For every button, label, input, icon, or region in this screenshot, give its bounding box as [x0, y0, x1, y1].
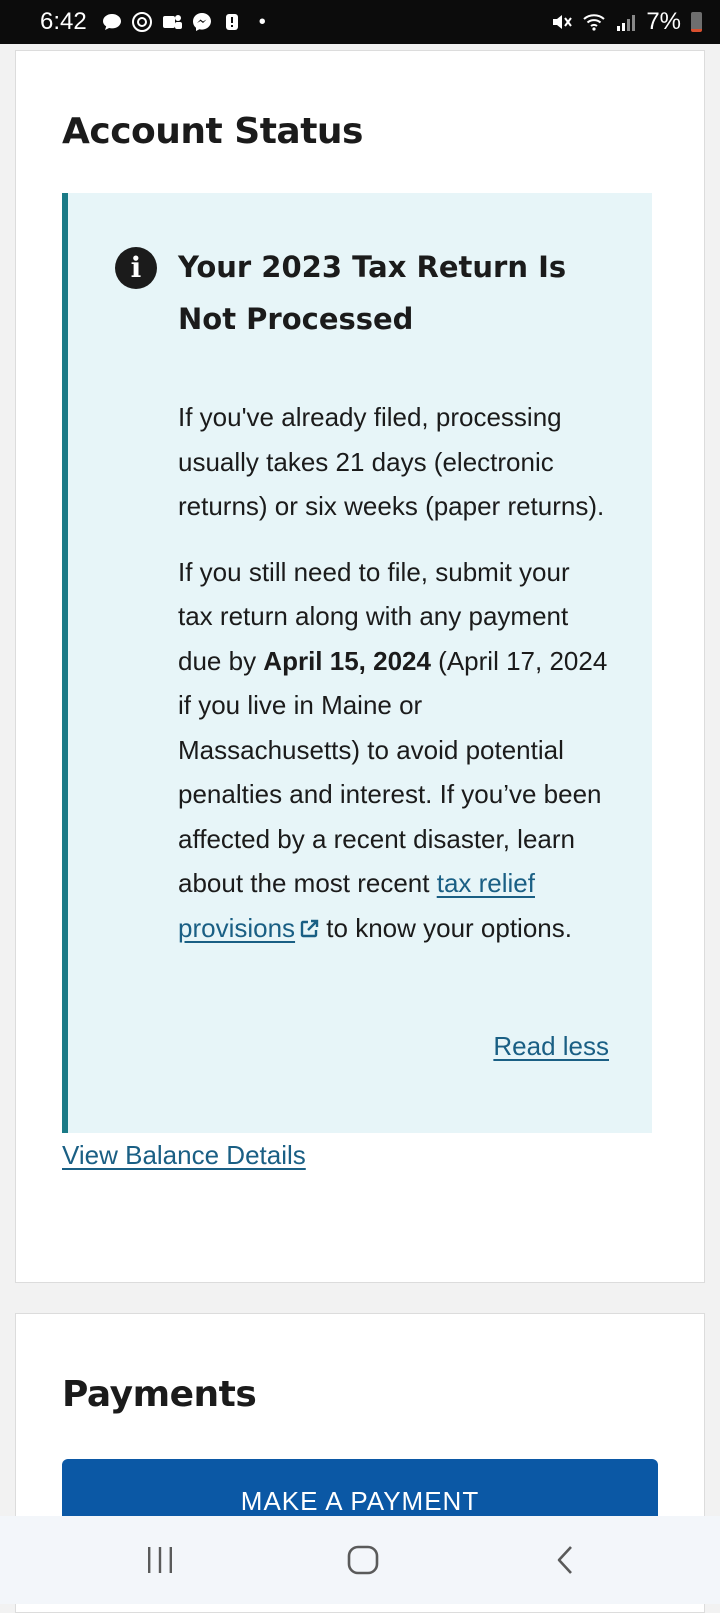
due-date: April 15, 2024: [263, 645, 431, 676]
teams-icon: [161, 11, 183, 33]
chat-bubble-icon: [101, 11, 123, 33]
battery-icon: [691, 12, 702, 32]
battery-percent: 7%: [646, 8, 681, 35]
payments-title: Payments: [62, 1374, 257, 1415]
p2-after: to know your options.: [319, 912, 572, 943]
alert-paragraph-2: [178, 550, 608, 951]
tax-return-alert: [62, 193, 652, 1133]
status-right: [550, 8, 702, 36]
account-status-title: Account Status: [62, 111, 363, 152]
tax-relief-link-text: tax relief provisions: [178, 868, 535, 943]
notification-icon: [221, 11, 243, 33]
mute-icon: [550, 11, 572, 33]
back-icon[interactable]: [545, 1540, 585, 1580]
threads-icon: [131, 11, 153, 33]
make-a-payment-button[interactable]: MAKE A PAYMENT: [62, 1459, 658, 1539]
status-bar: [0, 0, 720, 44]
status-left: [40, 8, 266, 36]
alert-heading: Your 2023 Tax Return Is Not Processed: [178, 250, 567, 336]
signal-icon: [614, 11, 636, 33]
account-status-card: [15, 50, 705, 1283]
info-icon: i: [115, 247, 157, 289]
alert-body: [178, 395, 608, 971]
p2-middle: (April 17, 2024 if you live in Maine or Massachusetts) to avoid potential penalties and interest. If you’ve been affected by a recent disaster, learn about the most recent: [178, 645, 608, 898]
recents-icon[interactable]: [140, 1540, 180, 1580]
status-time: 6:42: [40, 8, 87, 35]
alert-paragraph-1: If you've already filed, processing usually takes 21 days (electronic returns) or six weeks (paper returns).: [178, 402, 605, 521]
wifi-icon: [582, 11, 604, 33]
p2-before: If you still need to file, submit your tax return along with any payment due by: [178, 556, 570, 676]
messenger-icon: [191, 11, 213, 33]
view-balance-details-link[interactable]: View Balance Details: [62, 1140, 306, 1170]
navigation-bar: [0, 1516, 720, 1604]
home-icon[interactable]: [343, 1540, 383, 1580]
read-less-link[interactable]: Read less: [493, 1031, 609, 1061]
external-link-icon: [299, 908, 319, 928]
status-dot: •: [258, 10, 266, 33]
